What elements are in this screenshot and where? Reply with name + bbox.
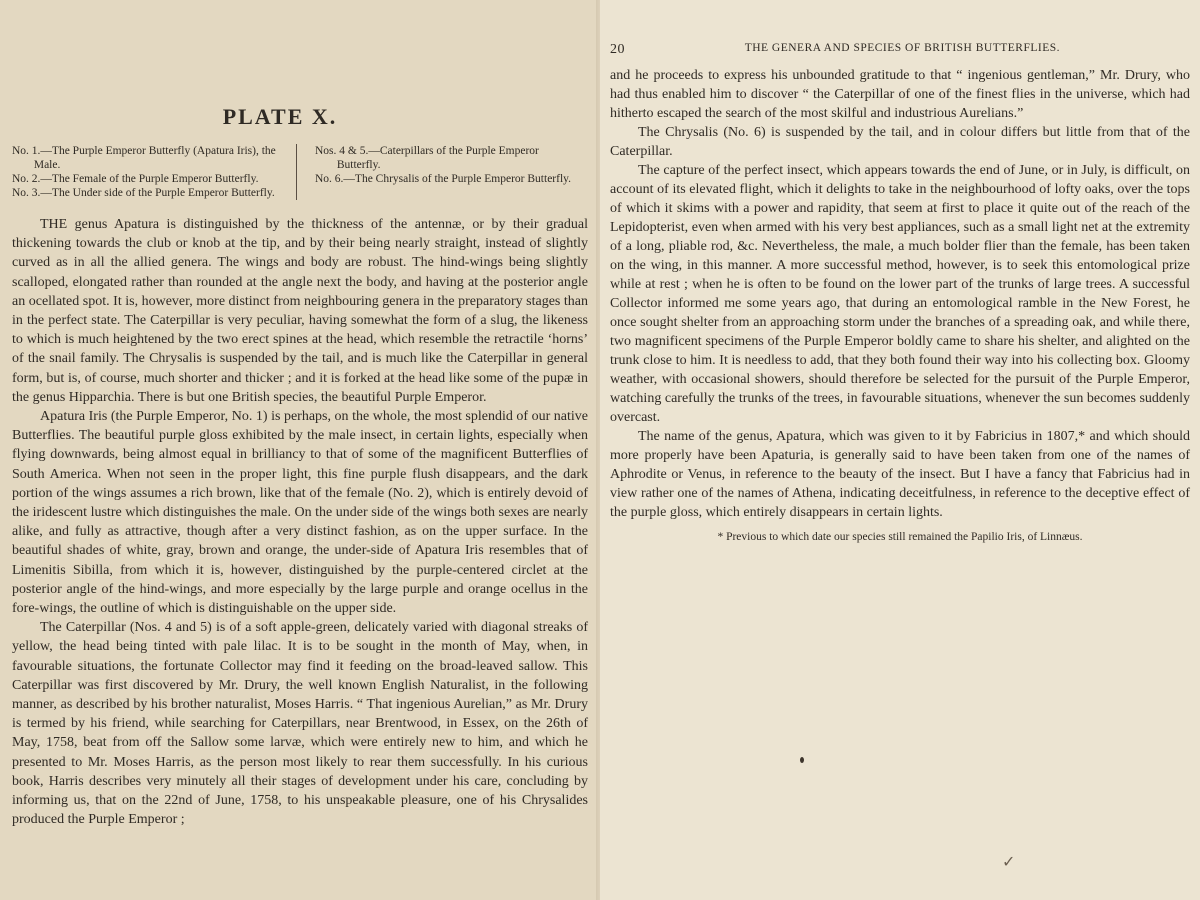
page-number: 20 (610, 42, 625, 57)
pencil-mark-decoration: ✓ (1002, 854, 1016, 871)
captions-right-column (297, 144, 582, 200)
plate-captions (12, 144, 588, 200)
right-paragraph-genus-name: The name of the genus, Apatura, which was given to it by Fabricius in 1807,* and which should more properly have been Apaturia, is generally said to have been taken from one of the names of Aphrodite or Venus, in reference to the beauty of the insect. But I have a fancy that Fabricius had in view rather one of the names of Athena, indicating deceitfulness, in reference to the deceptive effect of the purple gloss, which entirely disappears in certain lights. (610, 429, 1190, 520)
captions-left-column (12, 144, 297, 200)
ink-spot-decoration (800, 757, 804, 763)
left-paragraph-apatura-iris: Apatura Iris (the Purple Emperor, No. 1) is perhaps, on the whole, the most splendid of our native Butterflies. The beautiful purple gloss exhibited by the male insect, in certain lights, especially when flying downwards, being almost equal in brilliancy to that of some of the magnificent Butterflies of South America. When not seen in the proper light, this fine purple flush disappears, and the dark portion of the wings assumes a rich brown, like that of the female (No. 2), which is entirely devoid of the iridescent lustre which distinguishes the male. On the under side of the wings both sexes are nearly alike, and fully as attractive, though after a very distinct fashion, as on the upper surface. In the beautiful shades of white, gray, brown and orange, the under-side of Apatura Iris resembles that of Limenitis Sibilla, from which it is, however, distinguished by the purple-centered circlet at the posterior angle of the hind-wings, and more especially by the large purple and orange ocellus in the fore-wings, the outline of which is distinguishable on the upper side. (12, 409, 588, 617)
caption-no-1: No. 1.—The Purple Emperor Butterfly (Apatura Iris), the Male. (12, 145, 276, 171)
left-paragraph-caterpillar: The Caterpillar (Nos. 4 and 5) is of a soft apple-green, delicately varied with diagonal streaks of yellow, the head being tinted with pale lilac. It is to be sought in the month of May, when, in favourable situations, the fortunate Collector may find it feeding on the broad-leaved sallow. This Caterpillar was first discovered by Mr. Drury, the well known English Naturalist, in the following manner, as described by his brother naturalist, Moses Harris. “ That ingenious Aurelian,” as Mr. Drury is termed by his friend, while searching for Caterpillars, near Brentwood, in Essex, on the 26th of May, 1758, beat from off the Sallow some larvæ, which were entirely new to him, and which he presented to Mr. Moses Harris, as the person most likely to rear them successfully. In his curious book, Harris describes very minutely all their stages of development under his care, concluding by informing us, that on the 22nd of June, 1758, to his unspeakable pleasure, one of his Chrysalides produced the Purple Emperor ; (12, 620, 588, 828)
caption-no-6: No. 6.—The Chrysalis of the Purple Emperor Butterfly. (315, 173, 572, 185)
caption-nos-4-5: Nos. 4 & 5.—Caterpillars of the Purple Emperor Butterfly. (315, 145, 539, 171)
caption-no-2: No. 2.—The Female of the Purple Emperor Butterfly. (12, 173, 259, 185)
running-head (610, 42, 1190, 58)
caption-no-3: No. 3.—The Under side of the Purple Emperor Butterfly. (12, 187, 275, 199)
right-paragraph-capture: The capture of the perfect insect, which appears towards the end of June, or in July, is difficult, on account of its elevated flight, which it delights to take in the neighbourhood of lofty oaks, over the tops of which it skims with a power and rapidity, that seem at first to place it quite out of the reach of the Lepidopterist, even when armed with his very best appliances, such as a small light net at the extremity of a long, pliable rod, &c. Nevertheless, the male, a much bolder flier than the female, has been taken on the wing, in this manner. A more successful method, however, is to seek this entomological prize while at rest ; when he is often to be found on the lower part of the trunks of large trees. A successful Collector informed me some years ago, that during an entomological ramble in the New Forest, he once sought shelter from an approaching storm under the branches of a spreading oak, and while there, two magnificent specimens of the Purple Emperor boldly came to share his shelter, and alighted on the trunk close to him. It is needless to add, that they both found their way into his collecting box. Gloomy weather, with occasional showers, should therefore be selected for the pursuit of the Purple Emperor, watching carefully the trunks of the trees, in favourable situations, whenever the sun becomes suddenly overcast. (610, 163, 1190, 425)
plate-title: PLATE X. (222, 104, 338, 129)
right-page (600, 0, 1200, 900)
right-paragraph-continued: and he proceeds to express his unbounded gratitude to that “ ingenious gentleman,” Mr. Drury, who had thus enabled him to discover “ the Caterpillar of one of the finest flies in the universe, which had hitherto escaped the search of the most skilful and industrious Aurelians.” (610, 68, 1190, 121)
right-paragraph-chrysalis: The Chrysalis (No. 6) is suspended by the tail, and in colour differs but little from that of the Caterpillar. (610, 125, 1190, 159)
left-paragraph-genus: THE genus Apatura is distinguished by the thickness of the antennæ, or by their gradual thickening towards the club or knob at the tip, and by their being nearly straight, instead of slightly curved as in all the allied genera. The wings and body are robust. The hind-wings being slightly scalloped, elongated rather than rounded at the angle next the body, and having at the posterior angle an ocellated spot. It is, however, more distinct from neighbouring genera in the preparatory stages than in the perfect state. The Caterpillar is very peculiar, having somewhat the form of a slug, the likeness to which is much heightened by the two erect spines at the head, which resemble the retractile ‘horns’ of the snail family. The Chrysalis is suspended by the tail, and is much like the Caterpillar in general form, but is, of course, much shorter and thicker ; and it is forked at the head like some of the pupæ in the genus Hipparchia. There is but one British species, the beautiful Purple Emperor. (12, 217, 588, 405)
footnote: * Previous to which date our species still remained the Papilio Iris, of Linnæus. (717, 531, 1083, 543)
running-head-title: THE GENERA AND SPECIES OF BRITISH BUTTERFLIES. (744, 42, 1060, 54)
